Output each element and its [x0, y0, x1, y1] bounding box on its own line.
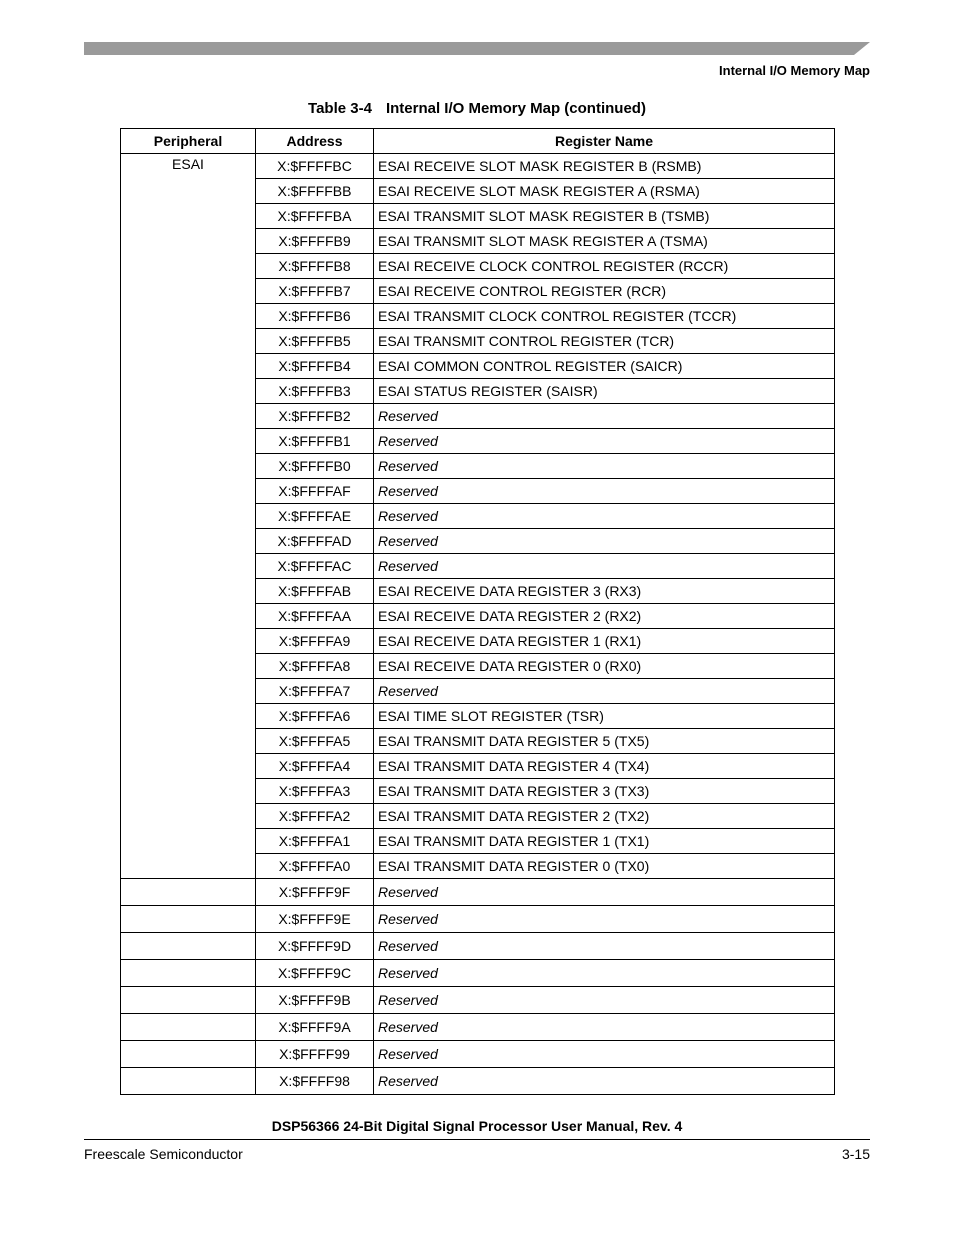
- address-cell: X:$FFFFAF: [256, 479, 374, 504]
- register-name-cell: ESAI TRANSMIT DATA REGISTER 0 (TX0): [374, 854, 835, 879]
- column-header-peripheral: Peripheral: [121, 129, 256, 154]
- table-number: Table 3-4: [308, 100, 372, 117]
- address-cell: X:$FFFFB2: [256, 404, 374, 429]
- register-name-cell: ESAI RECEIVE DATA REGISTER 3 (RX3): [374, 579, 835, 604]
- table-row: [121, 1068, 835, 1095]
- table-row: [121, 960, 835, 987]
- register-name-cell: ESAI STATUS REGISTER (SAISR): [374, 379, 835, 404]
- table-row: [121, 154, 835, 179]
- register-name-cell: ESAI TRANSMIT DATA REGISTER 4 (TX4): [374, 754, 835, 779]
- register-name-cell: Reserved: [374, 504, 835, 529]
- address-cell: X:$FFFFB5: [256, 329, 374, 354]
- register-name-cell: ESAI TRANSMIT DATA REGISTER 1 (TX1): [374, 829, 835, 854]
- address-cell: X:$FFFFBA: [256, 204, 374, 229]
- address-cell: X:$FFFFB1: [256, 429, 374, 454]
- address-cell: X:$FFFFA3: [256, 779, 374, 804]
- register-name-cell: ESAI TRANSMIT CLOCK CONTROL REGISTER (TCCR): [374, 304, 835, 329]
- address-cell: X:$FFFFBC: [256, 154, 374, 179]
- register-name-cell: Reserved: [374, 554, 835, 579]
- footer-rule: [84, 1139, 870, 1140]
- address-cell: X:$FFFF9B: [256, 987, 374, 1014]
- peripheral-cell: [121, 960, 256, 987]
- column-header-register-name: Register Name: [374, 129, 835, 154]
- address-cell: X:$FFFF9D: [256, 933, 374, 960]
- address-cell: X:$FFFFB4: [256, 354, 374, 379]
- register-name-cell: Reserved: [374, 529, 835, 554]
- register-name-cell: Reserved: [374, 906, 835, 933]
- address-cell: X:$FFFFAC: [256, 554, 374, 579]
- address-cell: X:$FFFF9F: [256, 879, 374, 906]
- register-name-cell: ESAI TRANSMIT SLOT MASK REGISTER B (TSMB): [374, 204, 835, 229]
- register-name-cell: Reserved: [374, 454, 835, 479]
- address-cell: X:$FFFFA6: [256, 704, 374, 729]
- address-cell: X:$FFFFA8: [256, 654, 374, 679]
- register-name-cell: ESAI TRANSMIT DATA REGISTER 2 (TX2): [374, 804, 835, 829]
- address-cell: X:$FFFFAE: [256, 504, 374, 529]
- address-cell: X:$FFFF9A: [256, 1014, 374, 1041]
- address-cell: X:$FFFFBB: [256, 179, 374, 204]
- register-name-cell: ESAI RECEIVE SLOT MASK REGISTER B (RSMB): [374, 154, 835, 179]
- address-cell: X:$FFFFB9: [256, 229, 374, 254]
- column-header-address: Address: [256, 129, 374, 154]
- table-header-row: [121, 129, 835, 154]
- register-name-cell: Reserved: [374, 987, 835, 1014]
- section-header: Internal I/O Memory Map: [719, 63, 870, 78]
- table-caption: Internal I/O Memory Map (continued): [385, 100, 646, 117]
- address-cell: X:$FFFFA2: [256, 804, 374, 829]
- peripheral-cell: [121, 933, 256, 960]
- address-cell: X:$FFFFAB: [256, 579, 374, 604]
- address-cell: X:$FFFFA0: [256, 854, 374, 879]
- footer-company: Freescale Semiconductor: [84, 1146, 243, 1162]
- address-cell: X:$FFFFA5: [256, 729, 374, 754]
- register-name-cell: ESAI RECEIVE DATA REGISTER 1 (RX1): [374, 629, 835, 654]
- register-name-cell: Reserved: [374, 404, 835, 429]
- register-name-cell: Reserved: [374, 679, 835, 704]
- register-name-cell: ESAI RECEIVE CLOCK CONTROL REGISTER (RCCR): [374, 254, 835, 279]
- register-name-cell: Reserved: [374, 1068, 835, 1095]
- address-cell: X:$FFFFB6: [256, 304, 374, 329]
- table-title: [0, 100, 954, 117]
- header-bar: [84, 42, 870, 55]
- register-name-cell: ESAI COMMON CONTROL REGISTER (SAICR): [374, 354, 835, 379]
- address-cell: X:$FFFF99: [256, 1041, 374, 1068]
- address-cell: X:$FFFFB8: [256, 254, 374, 279]
- peripheral-cell: [121, 1041, 256, 1068]
- register-name-cell: ESAI RECEIVE CONTROL REGISTER (RCR): [374, 279, 835, 304]
- peripheral-cell: [121, 879, 256, 906]
- address-cell: X:$FFFFA9: [256, 629, 374, 654]
- peripheral-cell: [121, 1068, 256, 1095]
- address-cell: X:$FFFF9E: [256, 906, 374, 933]
- table-body: [121, 154, 835, 1095]
- footer-title: DSP56366 24-Bit Digital Signal Processor User Manual, Rev. 4: [271, 1118, 683, 1134]
- register-name-cell: Reserved: [374, 960, 835, 987]
- table-row: [121, 1041, 835, 1068]
- address-cell: X:$FFFFA1: [256, 829, 374, 854]
- register-name-cell: Reserved: [374, 879, 835, 906]
- peripheral-cell: ESAI: [121, 154, 256, 879]
- address-cell: X:$FFFFB3: [256, 379, 374, 404]
- address-cell: X:$FFFFAD: [256, 529, 374, 554]
- register-name-cell: Reserved: [374, 1014, 835, 1041]
- address-cell: X:$FFFFA4: [256, 754, 374, 779]
- peripheral-cell: [121, 1014, 256, 1041]
- address-cell: X:$FFFFB7: [256, 279, 374, 304]
- address-cell: X:$FFFF9C: [256, 960, 374, 987]
- register-name-cell: ESAI TRANSMIT SLOT MASK REGISTER A (TSMA): [374, 229, 835, 254]
- address-cell: X:$FFFFB0: [256, 454, 374, 479]
- address-cell: X:$FFFF98: [256, 1068, 374, 1095]
- register-name-cell: ESAI RECEIVE DATA REGISTER 2 (RX2): [374, 604, 835, 629]
- address-cell: X:$FFFFA7: [256, 679, 374, 704]
- register-name-cell: ESAI TRANSMIT DATA REGISTER 3 (TX3): [374, 779, 835, 804]
- register-name-cell: Reserved: [374, 479, 835, 504]
- register-name-cell: ESAI RECEIVE DATA REGISTER 0 (RX0): [374, 654, 835, 679]
- register-name-cell: ESAI RECEIVE SLOT MASK REGISTER A (RSMA): [374, 179, 835, 204]
- table-row: [121, 879, 835, 906]
- register-name-cell: ESAI TIME SLOT REGISTER (TSR): [374, 704, 835, 729]
- register-name-cell: ESAI TRANSMIT DATA REGISTER 5 (TX5): [374, 729, 835, 754]
- address-cell: X:$FFFFAA: [256, 604, 374, 629]
- table-row: [121, 906, 835, 933]
- peripheral-cell: [121, 906, 256, 933]
- table-row: [121, 987, 835, 1014]
- table-row: [121, 933, 835, 960]
- peripheral-cell: [121, 987, 256, 1014]
- register-name-cell: Reserved: [374, 1041, 835, 1068]
- page-number: 3-15: [841, 1146, 870, 1162]
- table-row: [121, 1014, 835, 1041]
- register-name-cell: Reserved: [374, 429, 835, 454]
- register-name-cell: ESAI TRANSMIT CONTROL REGISTER (TCR): [374, 329, 835, 354]
- memory-map-table: [120, 128, 835, 1095]
- register-name-cell: Reserved: [374, 933, 835, 960]
